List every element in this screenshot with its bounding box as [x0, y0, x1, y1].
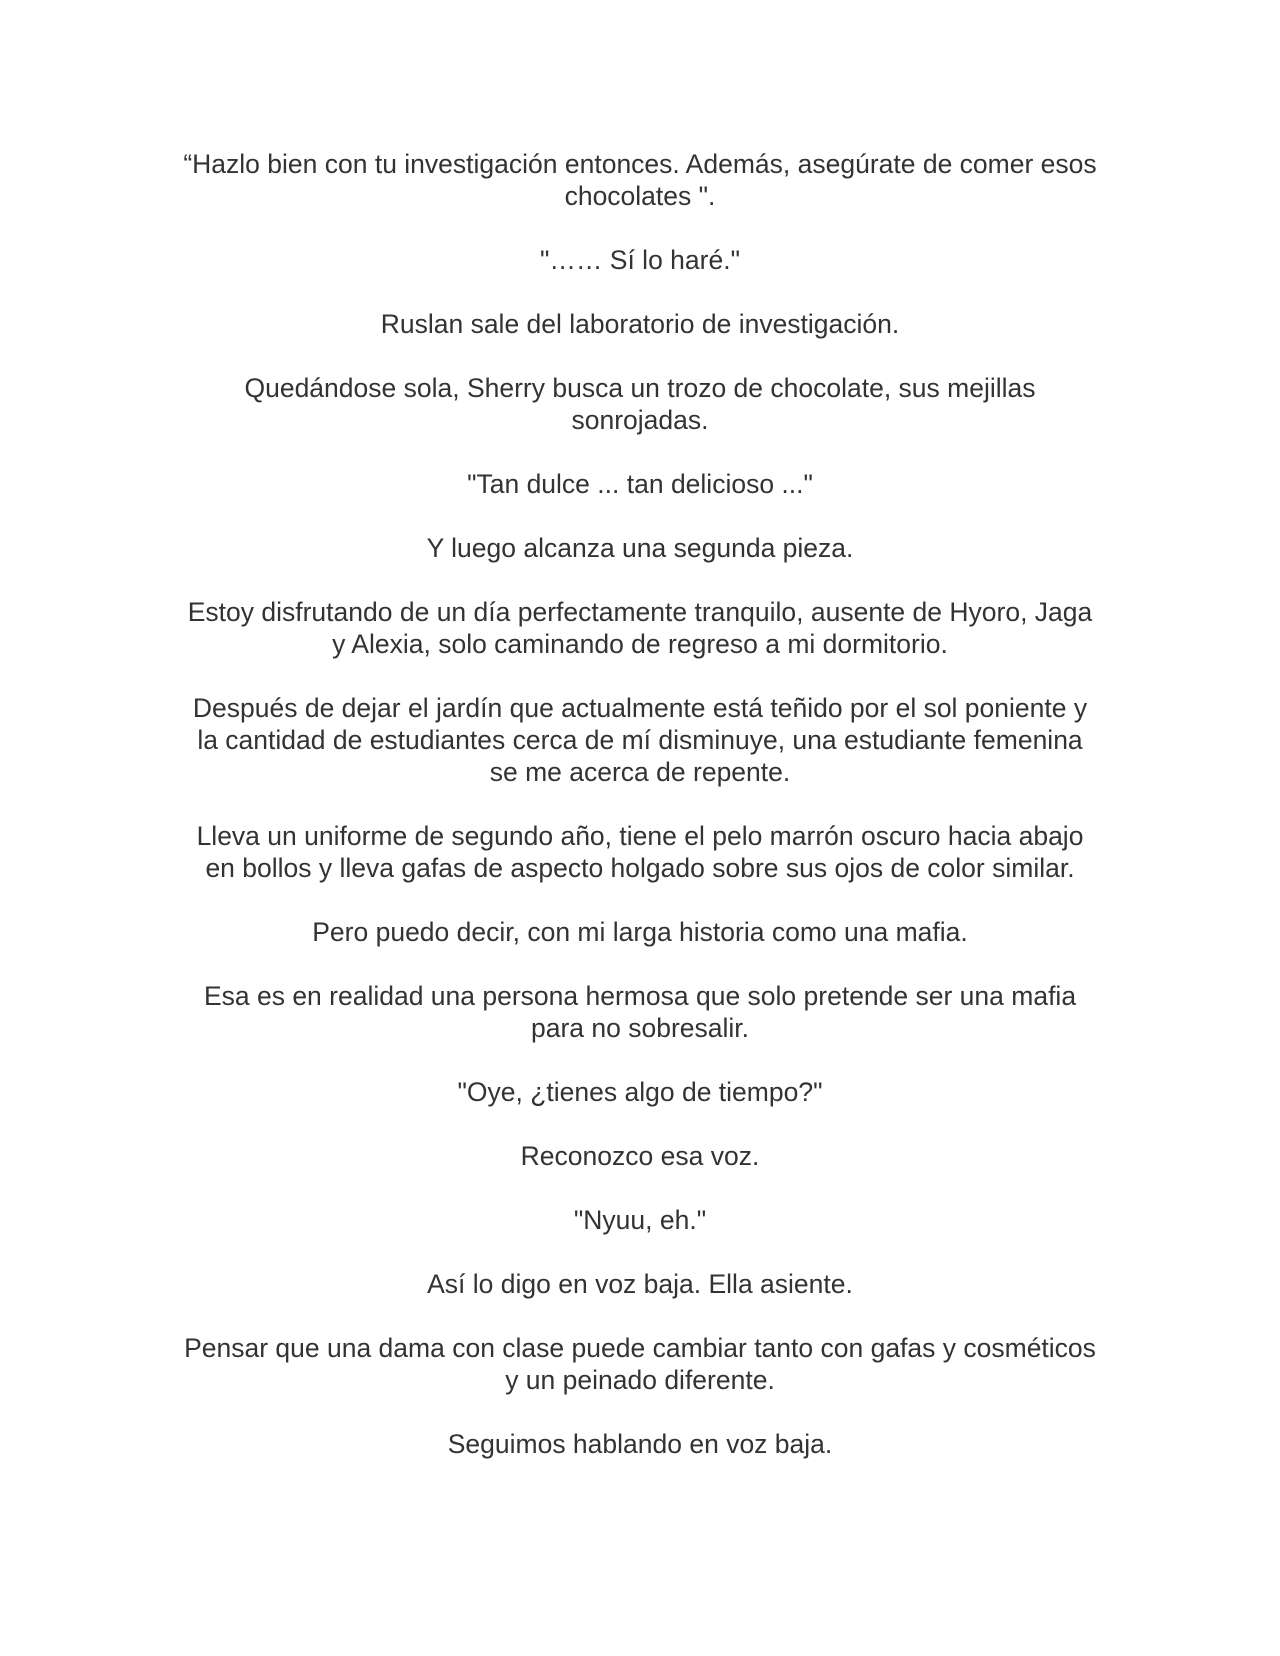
paragraph: Ruslan sale del laboratorio de investigación.: [380, 309, 900, 339]
paragraph: Quedándose sola, Sherry busca un trozo de chocolate, sus mejillas sonrojadas.: [244, 373, 1036, 435]
paragraph: Esa es en realidad una persona hermosa que solo pretende ser una mafia para no sobresalir.: [203, 981, 1077, 1043]
paragraph: Reconozco esa voz.: [520, 1141, 760, 1171]
paragraph: "Nyuu, eh.": [573, 1205, 707, 1235]
paragraph: "Tan dulce ... tan delicioso ...": [467, 469, 813, 499]
paragraph: Estoy disfrutando de un día perfectamente tranquilo, ausente de Hyoro, Jaga y Alexia, solo caminando de regreso a mi dormitorio.: [187, 597, 1093, 659]
paragraph: Pero puedo decir, con mi larga historia como una mafia.: [312, 917, 968, 947]
paragraph: "Oye, ¿tienes algo de tiempo?": [457, 1077, 823, 1107]
paragraph: Seguimos hablando en voz baja.: [447, 1429, 833, 1459]
paragraph: Después de dejar el jardín que actualmente está teñido por el sol poniente y la cantidad de estudiantes cerca de mí disminuye, una estudiante femenina se me acerca de repente.: [192, 693, 1088, 787]
paragraph: "…… Sí lo haré.": [540, 245, 740, 275]
paragraph: “Hazlo bien con tu investigación entonces. Además, asegúrate de comer esos chocolates ".: [183, 149, 1097, 211]
paragraph: Así lo digo en voz baja. Ella asiente.: [427, 1269, 853, 1299]
paragraph: Lleva un uniforme de segundo año, tiene el pelo marrón oscuro hacia abajo en bollos y lleva gafas de aspecto holgado sobre sus ojos de color similar.: [196, 821, 1084, 883]
paragraph: Y luego alcanza una segunda pieza.: [426, 533, 854, 563]
document-body: [180, 148, 1100, 1492]
paragraph: Pensar que una dama con clase puede cambiar tanto con gafas y cosméticos y un peinado diferente.: [184, 1333, 1096, 1395]
